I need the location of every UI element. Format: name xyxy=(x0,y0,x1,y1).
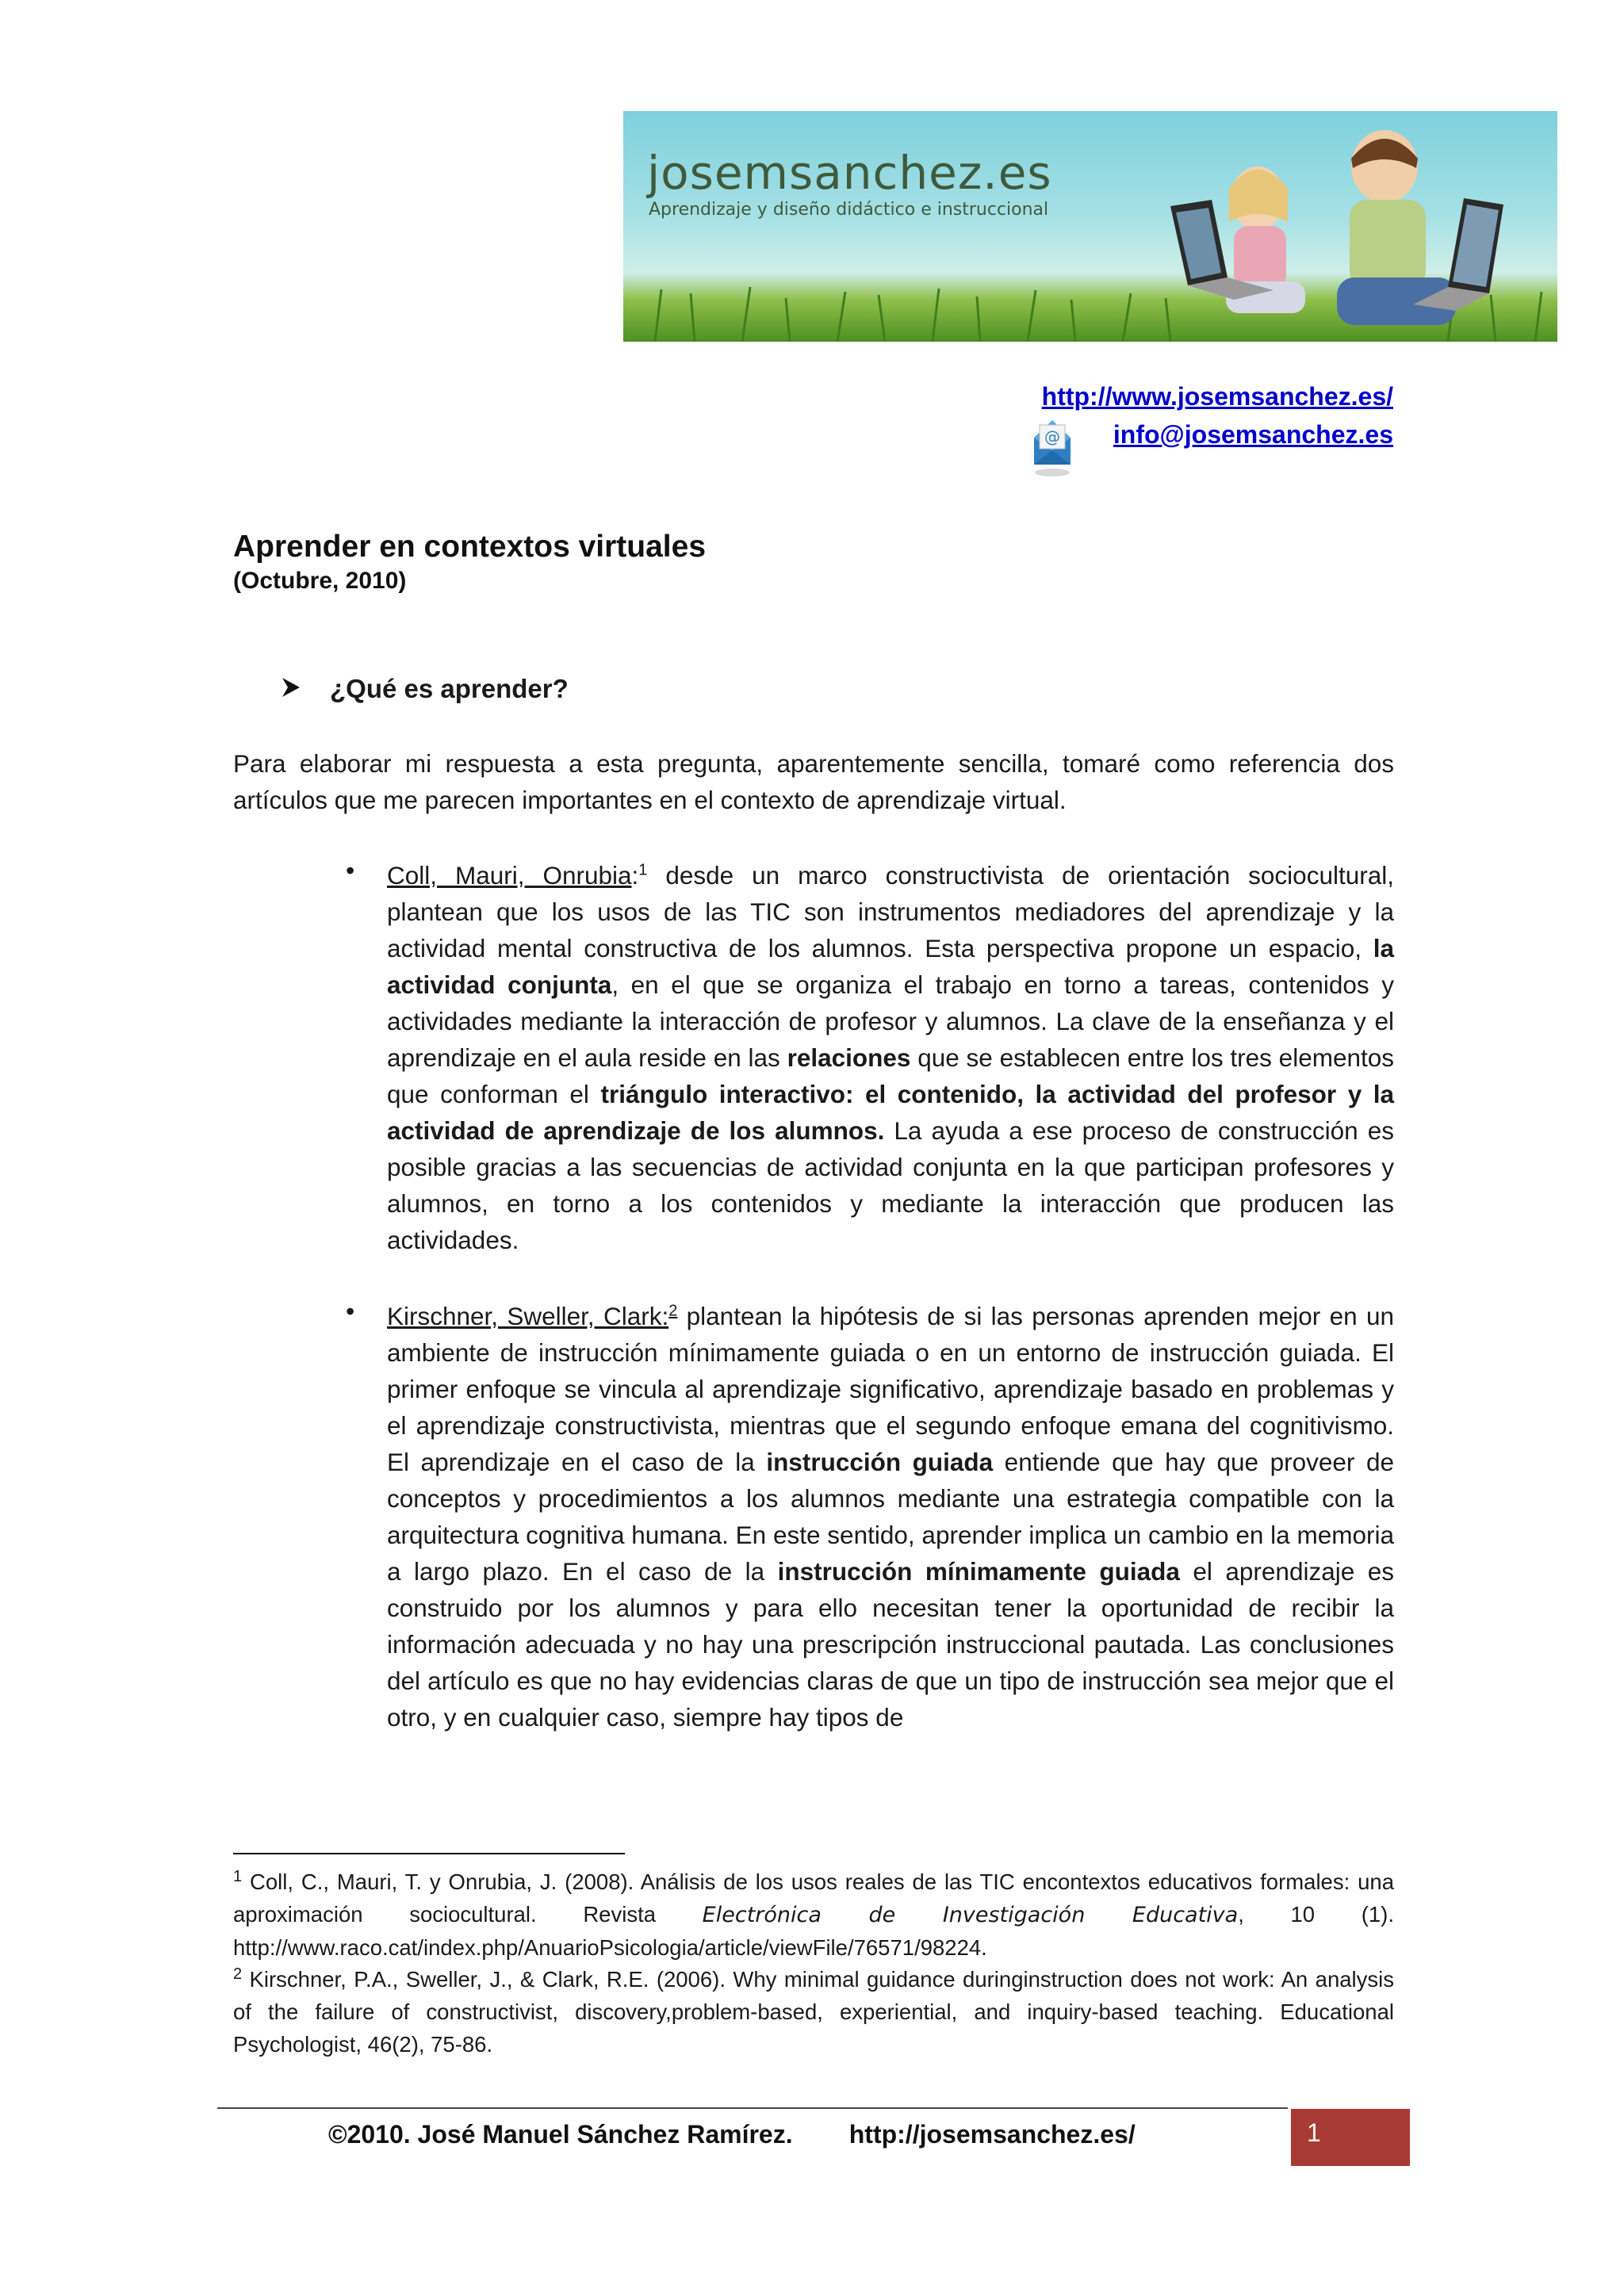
item-text: el aprendizaje es construido por los alumnos y para ello necesitan tener la oportunidad de recibir la información adecuada y no hay una prescripción instruccional pautada. Las conclusiones del artículo es que no hay evidencias claras de que un tipo de instrucción sea mejor que el otro, y en cualquier caso, siempre hay tipos de xyxy=(387,1557,1394,1732)
email-icon xyxy=(1029,414,1075,479)
footnote-divider xyxy=(233,1853,625,1854)
arrow-bullet-icon xyxy=(279,675,303,706)
item-authors: Coll, Mauri, Onrubia xyxy=(387,861,632,890)
item-text: plantean la hipótesis de si las personas aprenden mejor en un ambiente de instrucción mínimamente guiada o en un entorno de instrucción guiada. El primer enfoque se vincula al aprendizaje significativo, aprendizaje basado en problemas y el aprendizaje constructivista, mientras que el segundo enfoque emana del cognitivismo. El aprendizaje en el caso de la xyxy=(387,1302,1394,1476)
bullet-icon: • xyxy=(346,1297,355,1326)
website-link[interactable]: http://www.josemsanchez.es/ xyxy=(1041,382,1393,411)
item-authors: Kirschner, Sweller, Clark: xyxy=(387,1302,669,1330)
item-separator: : xyxy=(631,861,639,890)
footnote-ref[interactable]: 1 xyxy=(638,861,648,879)
footnote xyxy=(233,1866,1394,1964)
banner-brand: josemsanchez.es xyxy=(647,146,1052,200)
item-emphasis: la actividad conjunta xyxy=(387,934,1394,999)
footnote-text: , 10 (1). http://www.raco.cat/index.php/AnuarioPsicologia/article/viewFile/76571/98224. xyxy=(233,1902,1394,1960)
footnote-journal: Electrónica de Investigación Educativa xyxy=(702,1903,1239,1927)
bullet-icon: • xyxy=(346,856,355,885)
footnote xyxy=(233,1963,1394,2061)
footnote-ref[interactable]: 2 xyxy=(668,1302,678,1320)
page-number: 1 xyxy=(1307,2118,1321,2147)
intro-paragraph: Para elaborar mi respuesta a esta pregunta, aparentemente sencilla, tomaré como referencia dos artículos que me parecen importantes en el contexto de aprendizaje virtual. xyxy=(233,749,1394,814)
item-text: desde un marco constructivista de orientación sociocultural, plantean que los usos de las TIC son instrumentos mediadores del aprendizaje y la actividad mental constructiva de los alumnos. Esta perspectiva propone un espacio, xyxy=(387,861,1394,962)
item-text: , en el que se organiza el trabajo en torno a tareas, contenidos y actividades mediante la interacción de profesor y alumnos. La clave de la enseñanza y el aprendizaje en el aula reside en las xyxy=(387,970,1394,1072)
email-link[interactable]: info@josemsanchez.es xyxy=(1113,420,1393,449)
document-date: (Octubre, 2010) xyxy=(233,568,407,594)
footer-copyright: ©2010. José Manuel Sánchez Ramírez. xyxy=(328,2120,793,2149)
list-item xyxy=(387,857,1394,1258)
item-emphasis: instrucción mínimamente guiada xyxy=(777,1557,1180,1586)
footnote-text: Kirschner, P.A., Sweller, J., & Clark, R.E. (2006). Why minimal guidance duringinstruction does not work: An analysis of the failure of constructivist, discovery,problem-based, experiential, and inquiry-based teaching. Educational Psychologist, 46(2), 75-86. xyxy=(233,1967,1394,2057)
item-text: La ayuda a ese proceso de construcción es posible gracias a las secuencias de actividad conjunta en la que participan profesores y alumnos, en torno a los contenidos y mediante la interacción que producen las actividades. xyxy=(387,1116,1394,1254)
svg-text:@: @ xyxy=(1044,427,1060,446)
footnote-number: 1 xyxy=(233,1867,243,1885)
item-text: que se establecen entre los tres elementos que conforman el xyxy=(387,1043,1395,1108)
banner-tagline: Aprendizaje y diseño didáctico e instruccional xyxy=(649,200,1049,220)
page-footer xyxy=(328,2120,1136,2149)
section-heading: ¿Qué es aprender? xyxy=(330,674,569,703)
item-emphasis: relaciones xyxy=(787,1043,911,1072)
footnote-number: 2 xyxy=(233,1965,243,1983)
header-banner xyxy=(623,111,1557,342)
document-title: Aprender en contextos virtuales xyxy=(233,530,707,564)
item-emphasis: instrucción guiada xyxy=(766,1448,994,1476)
footer-url[interactable]: http://josemsanchez.es/ xyxy=(848,2120,1136,2149)
list-item xyxy=(387,1298,1394,1735)
item-text: entiende que hay que proveer de conceptos y procedimientos a los alumnos mediante una estrategia compatible con la arquitectura cognitiva humana. En este sentido, aprender implica un cambio en la memoria a largo plazo. En el caso de la xyxy=(387,1448,1394,1586)
footer-divider xyxy=(217,2107,1288,2109)
footnote-text: Coll, C., Mauri, T. y Onrubia, J. (2008). Análisis de los usos reales de las TIC encontextos educativos formales: una aproximación sociocultural. Revista xyxy=(233,1869,1394,1927)
item-emphasis: triángulo interactivo: el contenido, la actividad del profesor y la actividad de aprendizaje de los alumnos. xyxy=(387,1080,1394,1145)
